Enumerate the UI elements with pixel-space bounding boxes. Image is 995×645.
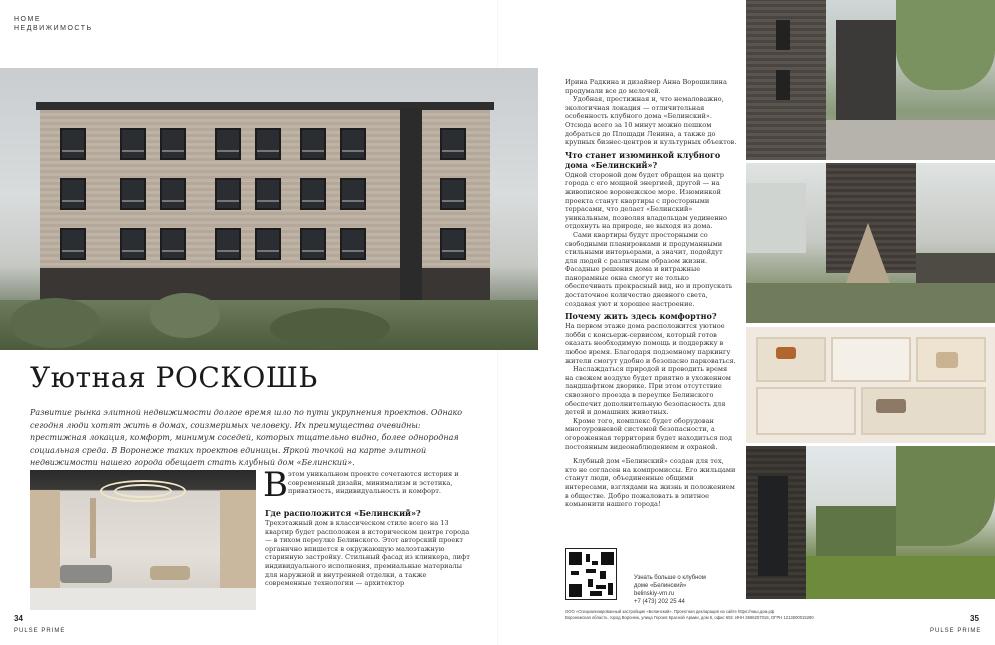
- column-1b: [265, 505, 470, 588]
- hero-building-image: [0, 68, 538, 350]
- heading-where: Где расположится «Белинский»?: [265, 508, 421, 518]
- lobby-interior-image: [30, 470, 256, 610]
- paragraph-final: Клубный дом «Белинский» создан для тех, кто не согласен на компромиссы. Его жильцами станут люди, объединенные общими интересами, взглядами на жизнь и положением в обществе. Добро пожаловать в элитное комьюнити нашего города!: [565, 457, 736, 509]
- article-title: Уютная РОСКОШЬ: [30, 361, 318, 394]
- paragraph-highlight-1: Одной стороной дом будет обращен на центр города с его мощной энергией, другой — на живописное воронежское море. Изюминкой проекта станут квартиры с просторными террасами, что делает «Белинский» уникальным, позволяя владельцам уединенно отдохнуть на природе, не выходя из дома.: [565, 170, 727, 231]
- column-1: [288, 470, 468, 496]
- section-line-category: НЕДВИЖИМОСТЬ: [14, 25, 93, 32]
- page-number-right: 35: [970, 614, 979, 623]
- qr-caption-line-1: Узнать больше о клубном: [634, 575, 706, 581]
- qr-code[interactable]: [565, 548, 617, 600]
- section-tag: [14, 15, 93, 33]
- floor-plan-render: [746, 327, 995, 443]
- paragraph-cont-1: Ирина Радкина и дизайнер Анна Ворошилина продумали все до мелочей.: [565, 78, 727, 95]
- paragraph-cont-2: Удобная, престижная и, что немаловажно, экологичная локация — отличительная особенность клубного дома «Белинский». Отсюда всего за 10 минут можно пешком добраться до Площади Ленина, а также до крупных бизнес-центров и культурных объектов.: [565, 95, 737, 147]
- qr-phone[interactable]: +7 (473) 202 25 44: [634, 599, 685, 605]
- garden-photo: [746, 446, 995, 599]
- heading-comfort: Почему жить здесь комфортно?: [565, 311, 717, 322]
- brand-left: PULSE PRIME: [14, 628, 66, 634]
- intro-paragraph: этом уникальном проекте сочетаются история и современный дизайн, минимализм и эстетика, приватность, индивидуальность и комфорт.: [288, 470, 459, 496]
- heading-highlight: Что станет изюминкой клубного дома «Белинский»?: [565, 149, 721, 170]
- paragraph-comfort-1: На первом этаже дома расположится уютное лобби с консьерж-сервисом, который готов оказать необходимую помощь и поддержку в любое время. Благодаря подземному паркингу жители смогут удобно и безопасно парковаться.: [565, 322, 736, 365]
- article-lead: Развитие рынка элитной недвижимости долгое время шло по пути укрупнения проектов. Однако сегодня люди хотят жить в домах, соизмеримых человеку. Их преимущества очевидны: престижная локация, комфорт, минимум соседей, которых тщательно видно, более однородная социальная среда. В Воронеже таких проектов единицы. Яркой точкой на карте элитной недвижимости нашего города обещает стать клубный дом «Белинский».: [30, 408, 463, 467]
- column-2: [565, 78, 737, 509]
- legal-line-1: ООО «Специализированный застройщик «Белинский». Проектная декларация на сайте https://наш.дом.рф: [565, 609, 775, 614]
- page-number-left: 34: [14, 614, 23, 623]
- paragraph-highlight-2: Сами квартиры будут просторными со свободными планировками и продуманными стильными интерьерами, а значит, подойдут для людей с различным образом жизни. Фасадные решения дома и витражные панорамные окна смогут не только обеспечивать прекрасный вид, но и пропускать достаточное количество дневного света, создавая уют и хорошее настроение.: [565, 230, 733, 308]
- qr-caption: [634, 574, 734, 606]
- paragraph-comfort-3: Кроме того, комплекс будет оборудован многоуровневой системой безопасности, а огороженная территория будет находиться под постоянным видеонаблюдением и охраной.: [565, 416, 733, 451]
- legal-line-2: Воронежская область, город Воронеж, улица Героев Красной Армии, дом 6, офис 602. ИНН 3666257018, ОГРН 1213600015280: [565, 615, 814, 620]
- drop-cap: В: [263, 465, 288, 505]
- paragraph-comfort-2: Наслаждаться природой и проводить время на свежем воздухе будет приятно в ухоженном ландшафтном дворике. При этом отсутствие сквозного проезда в переулке Белинского обеспечит дополнительную безопасность для детей и домашних животных.: [565, 365, 731, 417]
- brand-right: PULSE PRIME: [930, 628, 982, 634]
- qr-site-link[interactable]: belinskiy-vrn.ru: [634, 591, 675, 597]
- qr-caption-line-2: доме «Белинский»: [634, 583, 687, 589]
- courtyard-photo: [746, 0, 995, 160]
- legal-footer: [565, 609, 945, 621]
- terrace-photo: [746, 163, 995, 323]
- paragraph-where: Трехэтажный дом в классическом стиле всего на 13 квартир будет расположен в историческом центре города — в тихом переулке Белинского. Этот авторский проект органично впишется в окружающую малоэтажную старинную застройку. Стильный фасад из клинкера, лифт индивидуального исполнения, премиальные материалы для наружной и внутренней отделки, а также современные технологии — архитектор: [265, 519, 470, 588]
- section-line-home: HOME: [14, 16, 41, 23]
